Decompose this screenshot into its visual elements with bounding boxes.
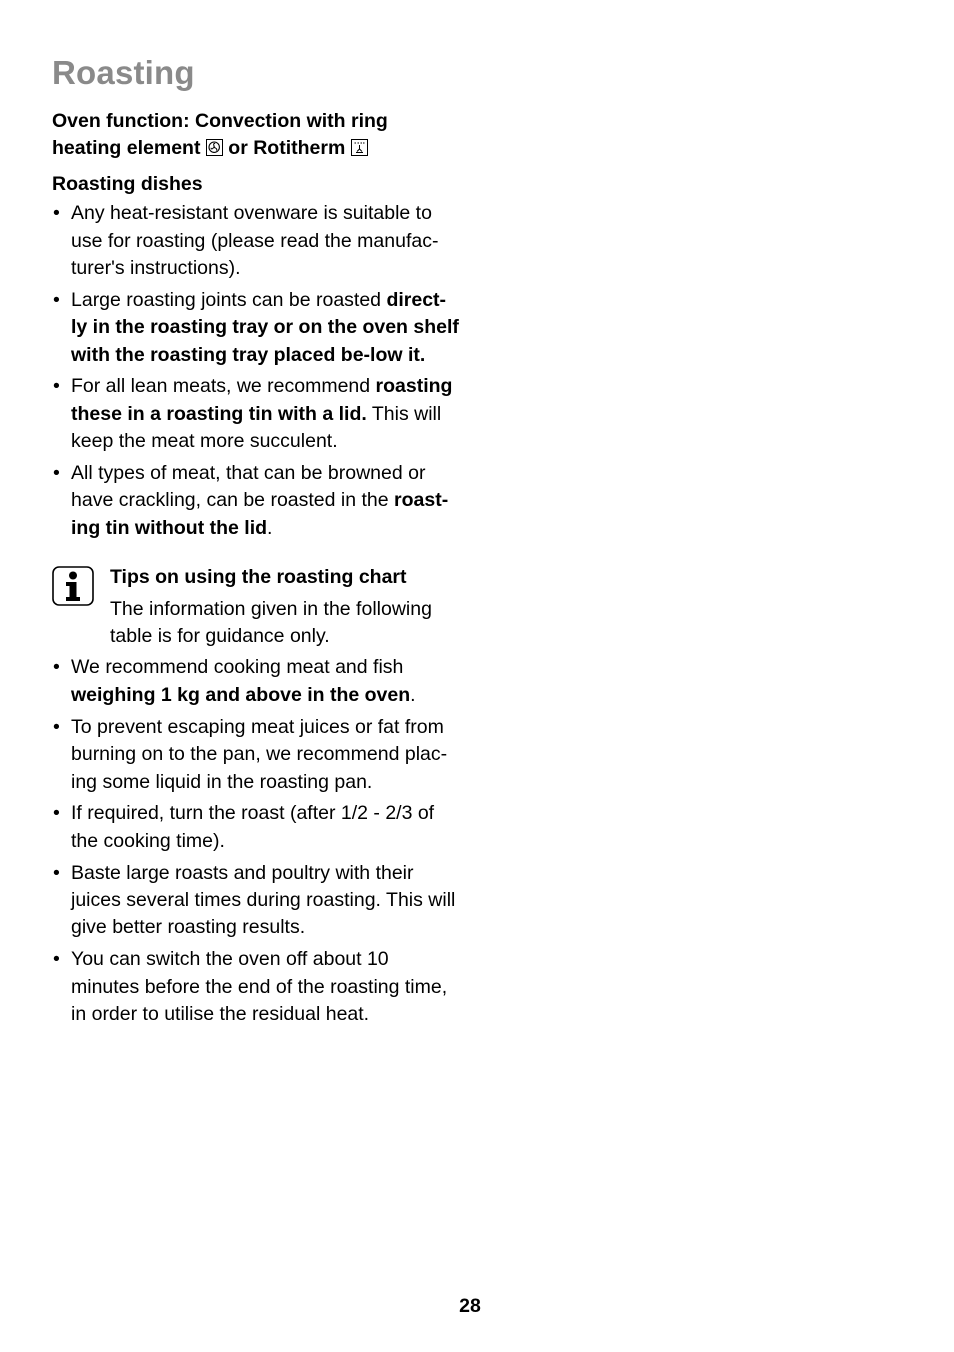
text: If required, turn the roast (after 1/2 - 2/3 of the cooking time).	[71, 802, 435, 852]
page-number: 28	[459, 1295, 481, 1317]
oven-function-line2a: heating element	[52, 137, 201, 160]
text: .	[410, 683, 416, 706]
text: Baste large roasts and poultry with their juices several times during roasting. This will give better roasting results.	[71, 861, 456, 939]
list-item	[52, 460, 462, 542]
text: All types of meat, that can be browned or have crackling, can be roasted in the	[71, 462, 426, 512]
page-title: Roasting	[52, 54, 195, 91]
list-item	[52, 373, 462, 455]
oven-function-line2b: or Rotitherm	[228, 137, 346, 160]
list-item	[52, 946, 462, 1028]
bold-text: roasting these in a roasting tin with a lid.	[71, 375, 453, 425]
content-column	[52, 108, 462, 1033]
rotitherm-icon	[351, 139, 368, 156]
text: Any heat-resistant ovenware is suitable to use for roasting (please read the manufac-turer's instructions).	[71, 202, 439, 280]
oven-function-line1: Oven function: Convection with ring	[52, 110, 388, 132]
list-item	[52, 200, 462, 282]
list-item	[52, 800, 462, 855]
list-item	[52, 654, 462, 709]
list-item	[52, 860, 462, 942]
roasting-dishes-list	[52, 200, 462, 542]
roasting-dishes-heading: Roasting dishes	[52, 172, 203, 195]
text: This will keep the meat more succulent.	[71, 402, 442, 453]
oven-function-heading	[52, 108, 462, 163]
text: We recommend cooking meat and fish	[71, 656, 404, 679]
info-icon	[52, 566, 94, 606]
convection-ring-heating-icon	[206, 139, 223, 156]
list-item	[52, 287, 462, 369]
bold-text: weighing 1 kg and above in the oven	[71, 683, 411, 706]
tips-list	[52, 654, 462, 1028]
tip-text: The information given in the following table is for guidance only.	[110, 597, 432, 648]
tip-title: Tips on using the roasting chart	[110, 566, 407, 589]
text: To prevent escaping meat juices or fat from burning on to the pan, we recommend plac-ing some liquid in the roasting pan.	[71, 715, 448, 793]
text: Large roasting joints can be roasted	[71, 288, 387, 311]
text: You can switch the oven off about 10 minutes before the end of the roasting time, in order to utilise the residual heat.	[71, 948, 448, 1025]
bold-text: direct-ly in the roasting tray or on the oven shelf with the roasting tray placed be-low it.	[71, 288, 459, 366]
text: For all lean meats, we recommend	[71, 375, 376, 398]
list-item	[52, 714, 462, 796]
bold-text: roast-ing tin without the lid	[71, 489, 449, 539]
tip-box	[52, 564, 462, 650]
text: .	[267, 516, 273, 539]
